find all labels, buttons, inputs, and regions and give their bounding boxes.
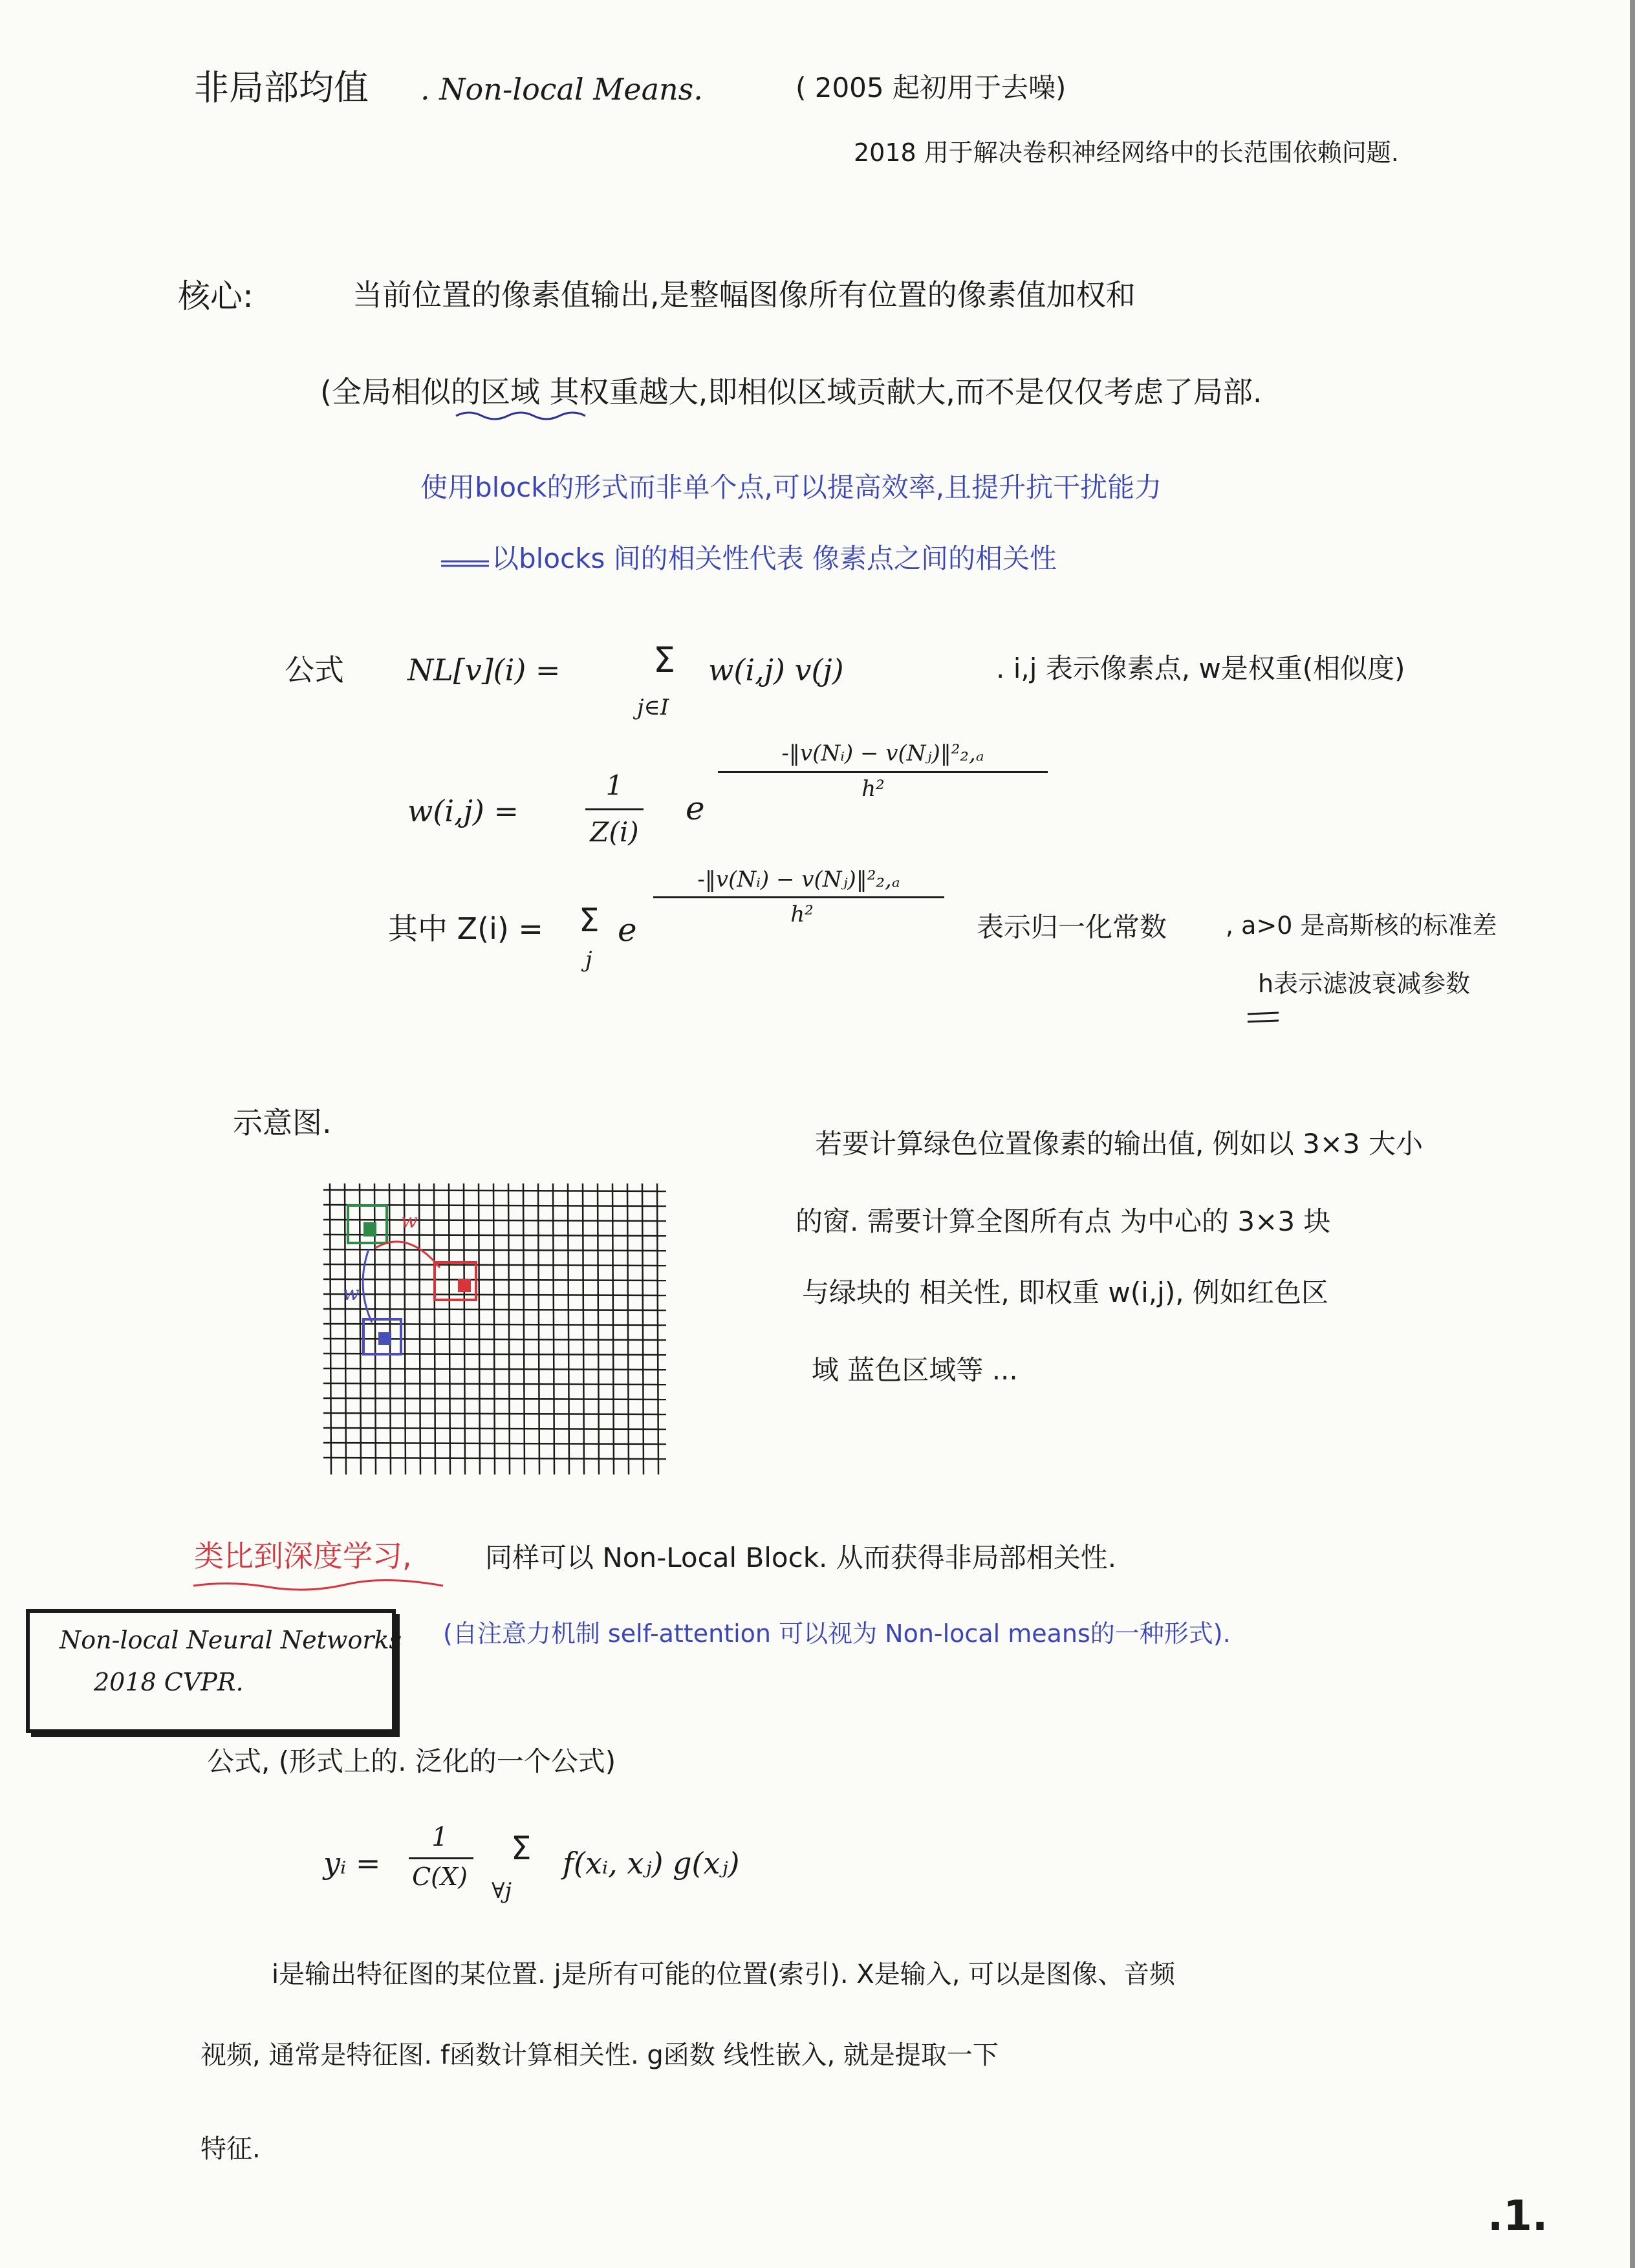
grid-line-v: [449, 1183, 450, 1474]
h-note: h表示滤波衰减参数: [1258, 969, 1471, 998]
strike-mark: [440, 557, 492, 570]
explain-line2: 视频, 通常是特征图. f函数计算相关性. g函数 线性嵌入, 就是提取一下: [200, 2040, 999, 2070]
grid-diagram: [310, 1177, 673, 1484]
grid-line-v: [464, 1183, 465, 1474]
nl-note: . i,j 表示像素点, w是权重(相似度): [996, 653, 1405, 684]
w-frac-bar: [585, 808, 644, 810]
z-sum: Σ: [579, 902, 600, 939]
subtitle: 2018 用于解决卷积神经网络中的长范围依赖问题.: [854, 138, 1399, 167]
red-pixel: [458, 1279, 471, 1292]
core-blue1: 使用block的形式而非单个点,可以提高效率,且提升抗干扰能力: [420, 471, 1162, 503]
w-e: e: [686, 790, 705, 827]
underline-wave: [453, 406, 589, 426]
double-underline: [1245, 1009, 1284, 1028]
nl-sum-sub: j∈I: [637, 695, 669, 720]
w-den: Z(i): [590, 816, 639, 848]
y-num: 1: [431, 1822, 448, 1852]
red-underline: [191, 1578, 449, 1593]
title-en: . Non-local Means.: [420, 72, 703, 107]
blue-pixel: [378, 1332, 391, 1345]
grid-line-v: [479, 1183, 480, 1474]
w-num: 1: [605, 770, 623, 801]
diagram-text2: 的窗. 需要计算全图所有点 为中心的 3×3 块: [796, 1205, 1331, 1237]
y-sum: Σ: [511, 1830, 532, 1867]
diagram-label: 示意图.: [233, 1105, 332, 1140]
grid-line-v: [389, 1183, 391, 1474]
grid-line-v: [419, 1183, 420, 1474]
y-rhs: f(xᵢ, xⱼ) g(xⱼ): [563, 1846, 740, 1881]
grid-line-v: [434, 1183, 435, 1474]
y-sum-sub: ∀j: [492, 1878, 512, 1904]
y-frac-bar: [409, 1857, 473, 1859]
grid-line-v: [657, 1183, 658, 1474]
grid-line-v: [493, 1183, 495, 1474]
grid-line-v: [330, 1183, 331, 1474]
red-w-label: w: [401, 1210, 418, 1233]
deep-blue-line: (自注意力机制 self-attention 可以视为 Non-local means的一种形式).: [443, 1619, 1231, 1648]
deep-line1: 同样可以 Non-Local Block. 从而获得非局部相关性.: [485, 1542, 1117, 1573]
grid-line-v: [627, 1183, 629, 1474]
w-exp-num: -‖v(Nᵢ) − v(Nⱼ)‖²₂,ₐ: [781, 740, 984, 766]
explain-line1: i是输出特征图的某位置. j是所有可能的位置(索引). X是输入, 可以是图像、音频: [272, 1960, 1176, 1989]
deep-formula-intro: 公式, (形式上的. 泛化的一个公式): [207, 1745, 616, 1777]
grid-line-h: [323, 1443, 666, 1444]
z-exp-bar: [653, 896, 944, 898]
grid-line-v: [508, 1183, 510, 1474]
z-e: e: [618, 911, 637, 949]
diagram-text4: 域 蓝色区域等 ...: [812, 1354, 1018, 1386]
title-zh: 非局部均值: [194, 67, 369, 108]
grid-svg: [310, 1177, 673, 1481]
page-edge: [1630, 0, 1635, 2268]
nl-sum: Σ: [653, 640, 676, 680]
z-sum-sub: j: [585, 947, 592, 973]
z-exp-den: h²: [790, 902, 814, 927]
grid-line-v: [583, 1183, 584, 1474]
nl-lhs: NL[v](i) =: [407, 653, 561, 687]
z-note: 表示归一化常数: [977, 911, 1167, 943]
grid-line-v: [360, 1183, 361, 1474]
core-blue2: 以blocks 间的相关性代表 像素点之间的相关性: [492, 543, 1057, 574]
a-note: , a>0 是高斯核的标准差: [1226, 911, 1497, 940]
w-exp-den: h²: [861, 776, 885, 802]
diagram-text3: 与绿块的 相关性, 即权重 w(i,j), 例如红色区: [802, 1277, 1328, 1308]
core-label: 核心:: [178, 277, 254, 315]
grid-line-v: [612, 1183, 614, 1474]
grid-line-v: [523, 1183, 525, 1474]
explain-line3: 特征.: [200, 2134, 261, 2164]
box-line1: Non-local Neural Networks: [60, 1626, 402, 1654]
grid-line-v: [598, 1183, 599, 1474]
red-arrow: [375, 1242, 440, 1268]
page-number: .1.: [1488, 2192, 1548, 2240]
y-den: C(X): [412, 1863, 468, 1891]
grid-line-v: [568, 1183, 569, 1474]
core-line2: (全局相似的区域 其权重越大,即相似区域贡献大,而不是仅仅考虑了局部.: [320, 374, 1262, 409]
z-lhs: 其中 Z(i) =: [388, 911, 543, 946]
y-lhs: yᵢ =: [323, 1846, 381, 1881]
w-exp-bar: [718, 771, 1048, 773]
grid-line-v: [553, 1183, 554, 1474]
deep-red-label: 类比到深度学习,: [194, 1539, 412, 1573]
title-note: ( 2005 起初用于去噪): [796, 72, 1067, 103]
blue-w-label: w: [343, 1282, 360, 1305]
z-exp-num: -‖v(Nᵢ) − v(Nⱼ)‖²₂,ₐ: [697, 867, 900, 892]
green-pixel: [363, 1222, 376, 1237]
formula-label: 公式: [285, 653, 344, 687]
grid-line-v: [345, 1183, 346, 1474]
core-line1: 当前位置的像素值输出,是整幅图像所有位置的像素值加权和: [352, 277, 1136, 312]
blue-arrow: [363, 1249, 372, 1323]
grid-line-v: [538, 1183, 539, 1474]
box-line2: 2018 CVPR.: [94, 1668, 244, 1696]
w-lhs: w(i,j) =: [407, 794, 519, 828]
grid-line-h: [323, 1458, 666, 1459]
grid-line-v: [642, 1183, 644, 1474]
nl-rhs: w(i,j) v(j): [708, 653, 844, 687]
diagram-text1: 若要计算绿色位置像素的输出值, 例如以 3×3 大小: [815, 1128, 1424, 1160]
